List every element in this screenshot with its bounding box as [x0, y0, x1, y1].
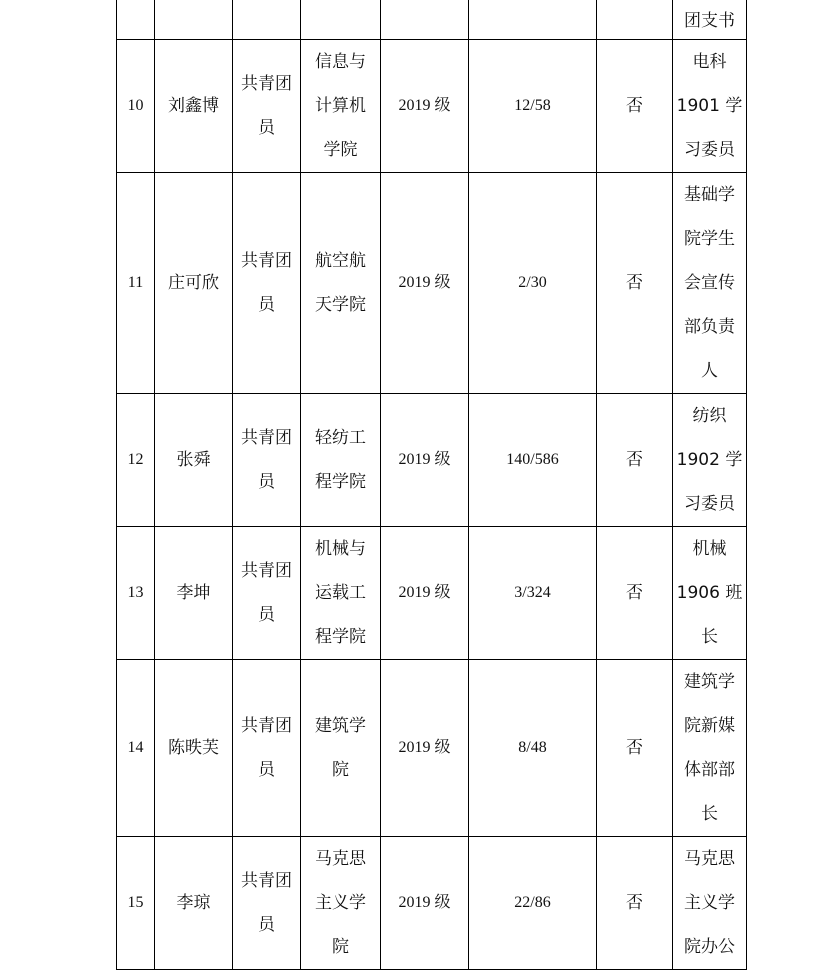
cell-position-line: 院办公: [684, 937, 735, 957]
cell-position-line: 主义学: [684, 893, 735, 913]
cell-political-status-line: 共青团: [241, 871, 292, 891]
table-row: [117, 0, 747, 40]
cell-position: [673, 837, 747, 970]
cell-name: 陈昳芙: [155, 660, 233, 837]
cell-position-line: 部负责: [684, 317, 735, 337]
cell-failed-course: 否: [597, 394, 673, 527]
cell-position: [673, 40, 747, 173]
cell-name: 庄可欣: [155, 173, 233, 394]
cell-college-line: 马克思: [315, 849, 366, 869]
cell-college-line: 机械与: [315, 539, 366, 559]
cell-college-line: 主义学: [315, 893, 366, 913]
cell-index: 14: [117, 660, 155, 837]
cell-rank: 22/86: [469, 837, 597, 970]
cell-college: [301, 394, 381, 527]
cell-college: [301, 0, 381, 40]
cell-political-status-line: 共青团: [241, 251, 292, 271]
cell-political-status-line: 员: [258, 915, 275, 935]
cell-position-line: 长: [701, 804, 718, 824]
table-row: [117, 173, 747, 394]
cell-political-status-line: 共青团: [241, 716, 292, 736]
cell-rank: [469, 0, 597, 40]
cell-failed-course: 否: [597, 173, 673, 394]
cell-college-line: 院: [332, 937, 349, 957]
cell-failed-course: 否: [597, 837, 673, 970]
table-row: [117, 527, 747, 660]
cell-failed-course: 否: [597, 660, 673, 837]
cell-political-status: [233, 527, 301, 660]
cell-position-line: 人: [701, 361, 718, 381]
cell-position-line: 建筑学: [684, 672, 735, 692]
cell-political-status: [233, 660, 301, 837]
table-body: [117, 0, 747, 970]
cell-position-line: 长: [701, 627, 718, 647]
table-row: [117, 394, 747, 527]
cell-position: [673, 173, 747, 394]
cell-position-line: 习委员: [684, 140, 735, 160]
cell-position: [673, 527, 747, 660]
cell-position-line: 电科: [692, 52, 727, 72]
cell-college-line: 运载工: [315, 583, 366, 603]
cell-position-line: 基础学: [684, 185, 735, 205]
cell-index: [117, 0, 155, 40]
cell-college-line: 计算机: [315, 96, 366, 116]
cell-political-status: [233, 0, 301, 40]
cell-failed-course: 否: [597, 527, 673, 660]
cell-college: [301, 660, 381, 837]
cell-political-status-line: 员: [258, 118, 275, 138]
cell-name: 李琼: [155, 837, 233, 970]
cell-rank: 2/30: [469, 173, 597, 394]
cell-college-line: 程学院: [315, 627, 366, 647]
cell-grade: 2019 级: [381, 40, 469, 173]
cell-college: [301, 40, 381, 173]
cell-political-status-line: 共青团: [241, 428, 292, 448]
cell-political-status: [233, 837, 301, 970]
table-row: [117, 837, 747, 970]
cell-grade: [381, 0, 469, 40]
cell-position-line: 1906 班: [676, 583, 743, 603]
cell-college: [301, 173, 381, 394]
cell-position-line: 会宣传: [684, 273, 735, 293]
cell-position: [673, 394, 747, 527]
cell-political-status: [233, 40, 301, 173]
cell-rank: 12/58: [469, 40, 597, 173]
cell-political-status-line: 共青团: [241, 74, 292, 94]
student-list-table: [116, 0, 747, 970]
cell-name: 张舜: [155, 394, 233, 527]
cell-position-line: 院学生: [684, 229, 735, 249]
cell-name: 李坤: [155, 527, 233, 660]
cell-political-status: [233, 173, 301, 394]
cell-college-line: 学院: [323, 140, 358, 160]
cell-college-line: 天学院: [315, 295, 366, 315]
cell-name: [155, 0, 233, 40]
cell-position: [673, 0, 747, 40]
cell-college-line: 信息与: [315, 52, 366, 72]
cell-position-line: 马克思: [684, 849, 735, 869]
cell-college-line: 轻纺工: [315, 428, 366, 448]
cell-grade: 2019 级: [381, 173, 469, 394]
cell-position-line: 团支书: [684, 11, 735, 31]
table-row: [117, 40, 747, 173]
cell-college-line: 院: [332, 760, 349, 780]
cell-grade: 2019 级: [381, 527, 469, 660]
cell-failed-course: [597, 0, 673, 40]
cell-political-status: [233, 394, 301, 527]
cell-rank: 3/324: [469, 527, 597, 660]
cell-political-status-line: 员: [258, 472, 275, 492]
cell-college-line: 程学院: [315, 472, 366, 492]
cell-grade: 2019 级: [381, 660, 469, 837]
cell-index: 15: [117, 837, 155, 970]
cell-position-line: 1901 学: [676, 96, 743, 116]
cell-political-status-line: 共青团: [241, 561, 292, 581]
cell-political-status-line: 员: [258, 760, 275, 780]
cell-failed-course: 否: [597, 40, 673, 173]
cell-index: 13: [117, 527, 155, 660]
cell-position-line: 机械: [692, 539, 727, 559]
cell-position-line: 习委员: [684, 494, 735, 514]
cell-index: 10: [117, 40, 155, 173]
cell-rank: 140/586: [469, 394, 597, 527]
cell-college-line: 航空航: [315, 251, 366, 271]
cell-college: [301, 837, 381, 970]
cell-position-line: 院新媒: [684, 716, 735, 736]
cell-political-status-line: 员: [258, 295, 275, 315]
cell-position-line: 1902 学: [676, 450, 743, 470]
cell-name: 刘鑫博: [155, 40, 233, 173]
cell-position-line: 纺织: [692, 406, 727, 426]
cell-position: [673, 660, 747, 837]
cell-grade: 2019 级: [381, 394, 469, 527]
cell-position-line: 体部部: [684, 760, 735, 780]
cell-index: 12: [117, 394, 155, 527]
cell-grade: 2019 级: [381, 837, 469, 970]
cell-political-status-line: 员: [258, 605, 275, 625]
cell-college-line: 建筑学: [315, 716, 366, 736]
table-row: [117, 660, 747, 837]
cell-rank: 8/48: [469, 660, 597, 837]
cell-index: 11: [117, 173, 155, 394]
cell-college: [301, 527, 381, 660]
